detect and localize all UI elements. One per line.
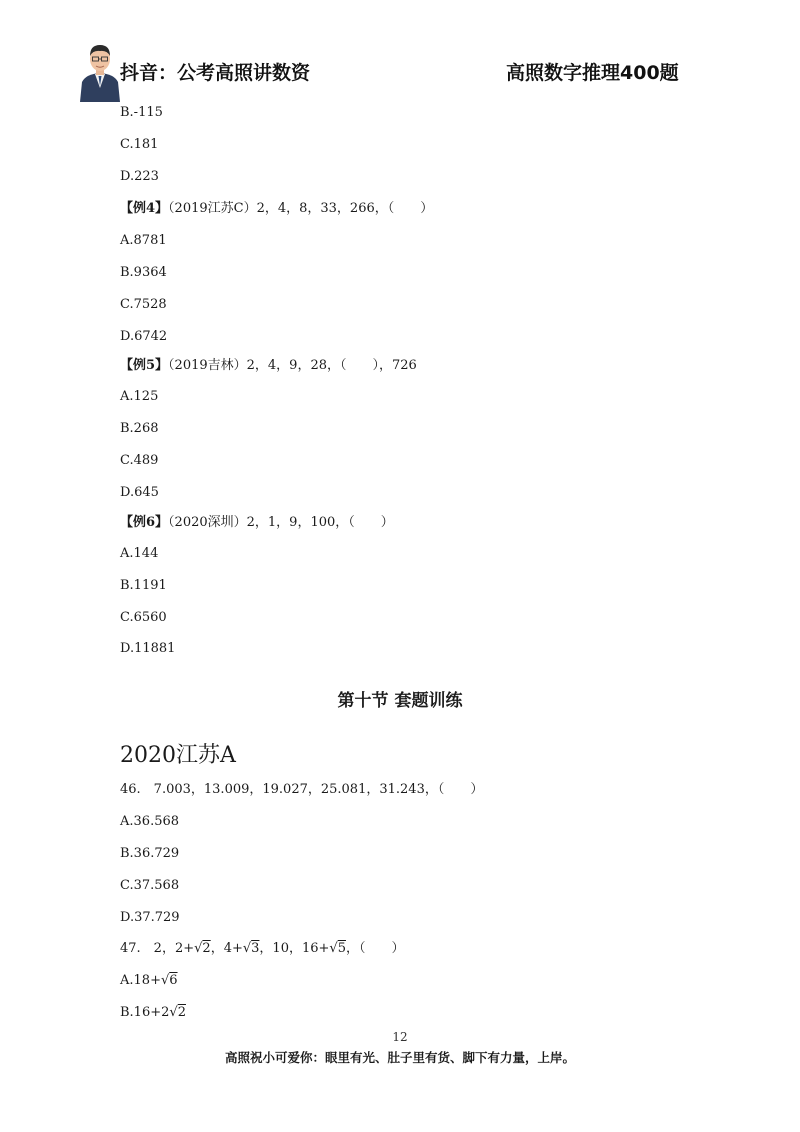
option-d: D.11881 [120,641,176,656]
option-d: D.6742 [120,329,168,344]
author-avatar [78,40,122,102]
header-account-name: 抖音：公考高照讲数资 [120,62,311,84]
radicand: 2 [177,1005,186,1020]
option-a: A.144 [120,546,159,561]
stem-part: ，4+√ [210,941,252,956]
stem-part: ，10，16+√ [259,941,338,956]
option-b [120,1005,186,1021]
option-a: A.36.568 [120,814,180,829]
option-a: A.125 [120,389,159,404]
example-4-stem [120,201,433,217]
option-text: B.16+2√ [120,1005,178,1020]
example-text: （2019吉林）2，4，9，28，（ ），726 [168,358,417,373]
option-b: B.-115 [120,105,163,120]
option-d: D.37.729 [120,910,180,925]
radicand: 5 [337,941,346,956]
option-c: C.7528 [120,297,167,312]
example-text: （2019江苏C）2，4，8，33，266，（ ） [168,201,434,216]
radicand: 2 [202,941,211,956]
option-b: B.268 [120,421,159,436]
example-6-stem [120,515,394,531]
example-tag: 【例6】 [120,515,169,530]
option-a: A.8781 [120,233,167,248]
option-c: C.6560 [120,610,167,625]
paper-heading: 2020江苏A [120,743,236,768]
example-tag: 【例5】 [120,358,169,373]
stem-part: ，（ ） [345,941,405,956]
option-b: B.9364 [120,265,167,280]
option-c: C.181 [120,137,159,152]
option-b: B.1191 [120,578,167,593]
section-title: 第十节 套题训练 [337,691,463,711]
question-46-stem: 46. 7.003，13.009，19.027，25.081，31.243，（ ） [120,782,484,797]
example-5-stem [120,358,417,374]
radicand: 6 [169,973,178,988]
option-text: A.18+√ [120,973,170,988]
example-text: （2020深圳）2，1，9，100，（ ） [168,515,394,530]
option-c: C.37.568 [120,878,180,893]
option-d: D.645 [120,485,159,500]
option-b: B.36.729 [120,846,180,861]
header-book-title: 高照数字推理400题 [506,62,679,84]
stem-part: 47. 2，2+√ [120,941,203,956]
question-47-stem [120,941,404,957]
example-tag: 【例4】 [120,201,169,216]
option-a [120,973,178,989]
option-d: D.223 [120,169,159,184]
footer-slogan: 高照祝小可爱你：眼里有光、肚子里有货、脚下有力量，上岸。 [224,1050,575,1065]
option-c: C.489 [120,453,159,468]
page-number: 12 [392,1030,408,1044]
radicand: 3 [251,941,260,956]
